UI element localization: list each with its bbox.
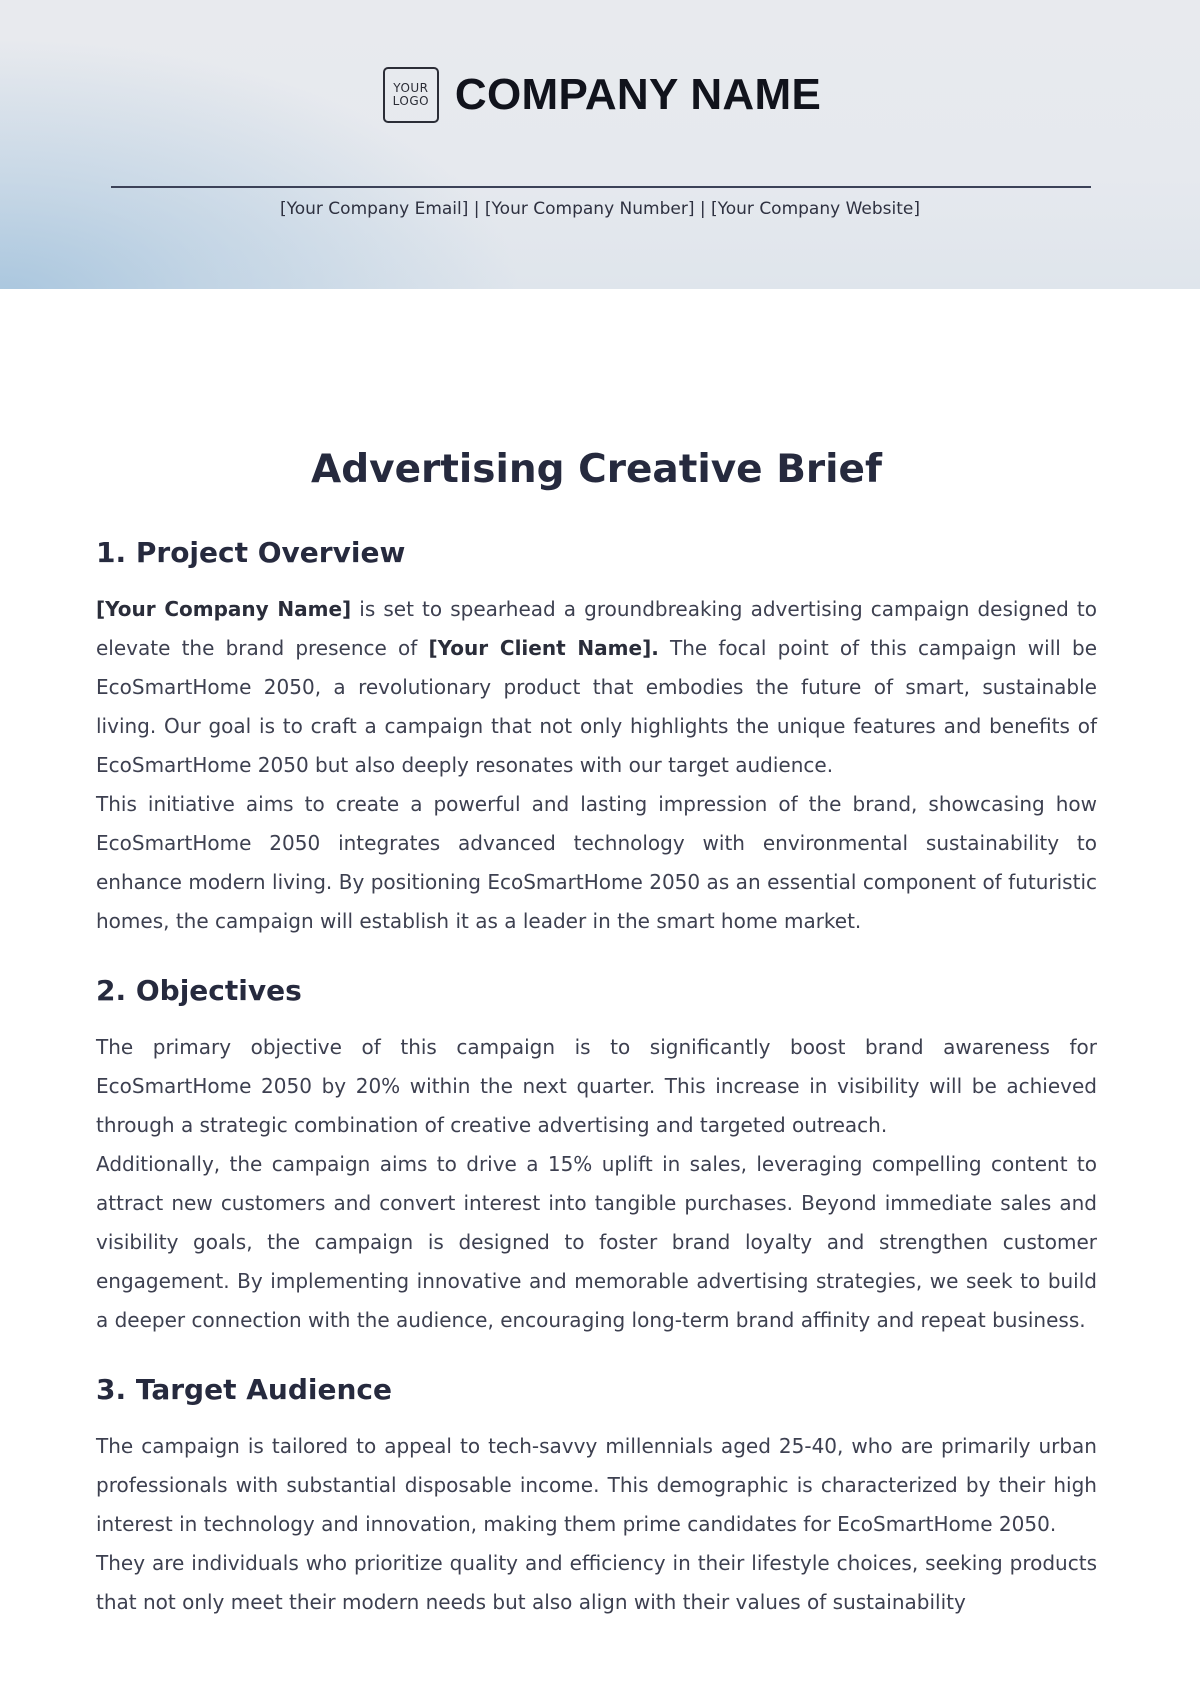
paragraph: This initiative aims to create a powerful and lasting impression of the brand, showcasing how EcoSmartHome 2050 integrates advanced technology with environmental sustainability to enhance modern living. By positioning EcoSmartHome 2050 as an essential component of futuristic homes, the campaign will establish it as a leader in the smart home market.	[96, 792, 1097, 933]
paragraph: They are individuals who prioritize quality and efficiency in their lifestyle choices, seeking products that not only meet their modern needs but also align with their values of sustainability	[96, 1551, 1097, 1614]
document-title: Advertising Creative Brief	[311, 447, 882, 492]
paragraph: Additionally, the campaign aims to drive a 15% uplift in sales, leveraging compelling content to attract new customers and convert interest into tangible purchases. Beyond immediate sales and visibility goals, the campaign is designed to foster brand loyalty and strengthen customer engagement. By implementing innovative and memorable advertising strategies, we seek to build a deeper connection with the audience, encouraging long-term brand affinity and repeat business.	[96, 1152, 1097, 1332]
company-name-placeholder: [Your Company Name]	[96, 597, 352, 621]
section-objectives	[96, 973, 1097, 1340]
paragraph: The campaign is tailored to appeal to tech-savvy millennials aged 25-40, who are primarily urban professionals with substantial disposable income. This demographic is characterized by their high interest in technology and innovation, making them prime candidates for EcoSmartHome 2050.	[96, 1434, 1097, 1536]
paragraph	[96, 590, 1097, 785]
logo-line-1: YOUR	[393, 81, 429, 95]
section-heading: 1. Project Overview	[96, 536, 406, 569]
paragraph: The primary objective of this campaign is to significantly boost brand awareness for EcoSmartHome 2050 by 20% within the next quarter. This increase in visibility will be achieved through a strategic combination of creative advertising and targeted outreach.	[96, 1035, 1097, 1137]
logo-line-2: LOGO	[392, 94, 430, 108]
paragraph-text: is set to spearhead a groundbreaking advertising campaign designed to elevate the brand presence of	[96, 597, 1098, 660]
document-header	[0, 0, 1200, 289]
section-project-overview	[96, 535, 1097, 941]
logo-placeholder	[383, 67, 439, 123]
section-target-audience	[96, 1372, 1097, 1622]
paragraph-text: The focal point of this campaign will be EcoSmartHome 2050, a revolutionary product that embodies the future of smart, sustainable living. Our goal is to craft a campaign that not only highlights the unique features and benefits of EcoSmartHome 2050 but also deeply resonates with our target audience.	[96, 636, 1097, 777]
company-name: COMPANY NAME	[454, 70, 822, 119]
brand-lockup	[0, 67, 1200, 123]
client-name-placeholder: [Your Client Name].	[428, 636, 659, 660]
contact-line: [Your Company Email] | [Your Company Number] | [Your Company Website]	[279, 199, 920, 219]
section-heading: 3. Target Audience	[96, 1373, 392, 1406]
header-divider	[111, 186, 1091, 188]
section-heading: 2. Objectives	[96, 974, 302, 1007]
document-body	[96, 440, 1097, 1654]
